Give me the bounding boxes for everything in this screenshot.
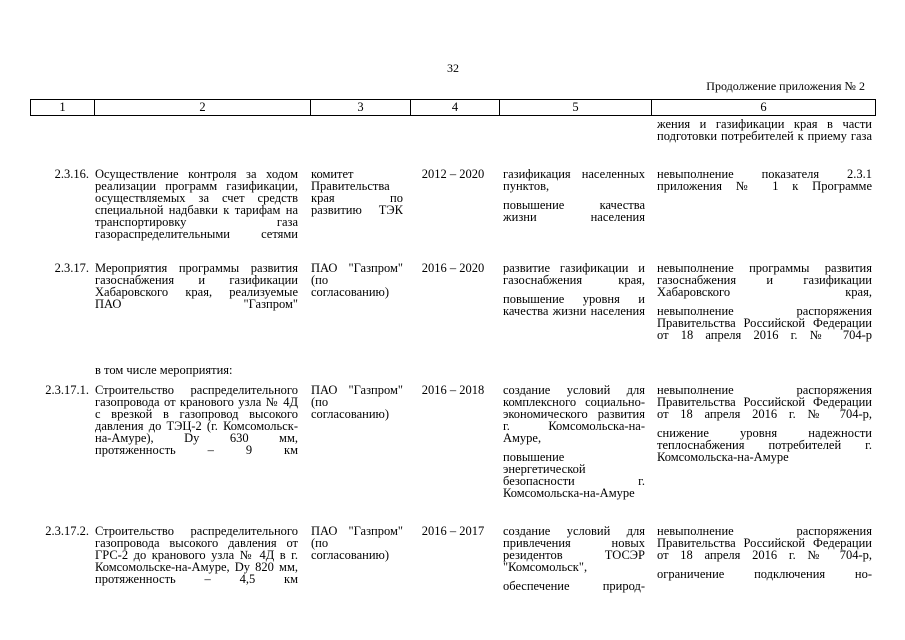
row-name: Строительство распределительного газопровода от кранового узла № 4Д с врезкой в газопровод высокого давления до ТЭЦ-2 (г. Комсомольск-на-Амуре), Dy 630 мм, протяженность – 9 км xyxy=(95,383,298,457)
row-result xyxy=(503,168,645,223)
row-executor: ПАО "Газпром" (по согласованию) xyxy=(311,261,403,299)
page-number: 32 xyxy=(447,61,459,75)
row-result xyxy=(503,262,645,317)
consequence-item: ограничение подключения но- xyxy=(657,567,872,581)
row-number: 2.3.17.2. xyxy=(45,524,89,538)
continuation-label: Продолжение приложения № 2 xyxy=(706,79,865,93)
result-item: создание условий для комплексного социально-экономического развития г. Комсомольска-на-Амуре, xyxy=(503,383,645,445)
row-period: 2012 – 2020 xyxy=(421,167,485,181)
header-col-1: 1 xyxy=(59,100,66,114)
row-executor: комитет Правительства края по развитию ТЭК xyxy=(311,167,403,217)
consequence-item: невыполнение показателя 2.3.1 приложения № 1 к Программе xyxy=(657,167,872,193)
consequence-item: невыполнение программы развития газоснабжения и газификации Хабаровского края, xyxy=(657,261,872,299)
result-item: повышение энергетической безопасности г. Комсомольска-на-Амуре xyxy=(503,450,645,500)
subheader-label: в том числе мероприятия: xyxy=(95,363,233,377)
row-number: 2.3.16. xyxy=(54,167,89,181)
result-item: газификация населенных пунктов, xyxy=(503,167,645,193)
row-period: 2016 – 2020 xyxy=(421,261,485,275)
consequence-item: невыполнение распоряжения Правительства Российской Федерации от 18 апреля 2016 г. № 704-р xyxy=(657,304,872,342)
result-item: развитие газификации и газоснабжения края, xyxy=(503,261,645,287)
result-item: обеспечение природ- xyxy=(503,579,645,593)
row-number: 2.3.17. xyxy=(54,261,89,275)
consequence-item: снижение уровня надежности теплоснабжения потребителей г. Комсомольска-на-Амуре xyxy=(657,426,872,464)
header-col-5: 5 xyxy=(572,100,579,114)
table-header-row xyxy=(30,99,876,116)
row-period: 2016 – 2017 xyxy=(421,524,485,538)
header-col-3: 3 xyxy=(357,100,364,114)
row-result xyxy=(503,525,645,592)
result-item: создание условий для привлечения новых резидентов ТОСЭР "Комсомольск", xyxy=(503,524,645,574)
row-consequence xyxy=(657,525,872,580)
row-name: Мероприятия программы развития газоснабжения и газификации Хабаровского края, реализуемые ПАО "Газпром" xyxy=(95,261,298,311)
row-executor: ПАО "Газпром" (по согласованию) xyxy=(311,383,403,421)
result-item: повышение уровня и качества жизни населения xyxy=(503,292,645,318)
header-col-6: 6 xyxy=(760,100,767,114)
carryover-col6: жения и газификации края в части подготовки потребителей к приему газа xyxy=(657,117,872,143)
row-result xyxy=(503,384,645,499)
header-col-4: 4 xyxy=(451,100,459,114)
row-consequence xyxy=(657,384,872,463)
row-period: 2016 – 2018 xyxy=(421,383,485,397)
result-item: повышение качества жизни населения xyxy=(503,198,645,224)
row-consequence xyxy=(657,262,872,341)
row-name: Осуществление контроля за ходом реализации программ газификации, осуществляемых за счет средств специальной надбавки к тарифам на транспортировку газа газораспределительными сетями xyxy=(95,167,298,241)
header-col-2: 2 xyxy=(199,100,206,114)
consequence-item: невыполнение распоряжения Правительства Российской Федерации от 18 апреля 2016 г. № 704-р, xyxy=(657,524,872,562)
row-executor: ПАО "Газпром" (по согласованию) xyxy=(311,524,403,562)
row-name: Строительство распределительного газопровода высокого давления от ГРС-2 до кранового узла № 4Д в г. Комсомольске-на-Амуре, Dy 820 мм, протяженность – 4,5 км xyxy=(95,524,298,586)
consequence-item: невыполнение распоряжения Правительства Российской Федерации от 18 апреля 2016 г. № 704-р, xyxy=(657,383,872,421)
row-number: 2.3.17.1. xyxy=(45,383,89,397)
row-consequence xyxy=(657,168,872,192)
